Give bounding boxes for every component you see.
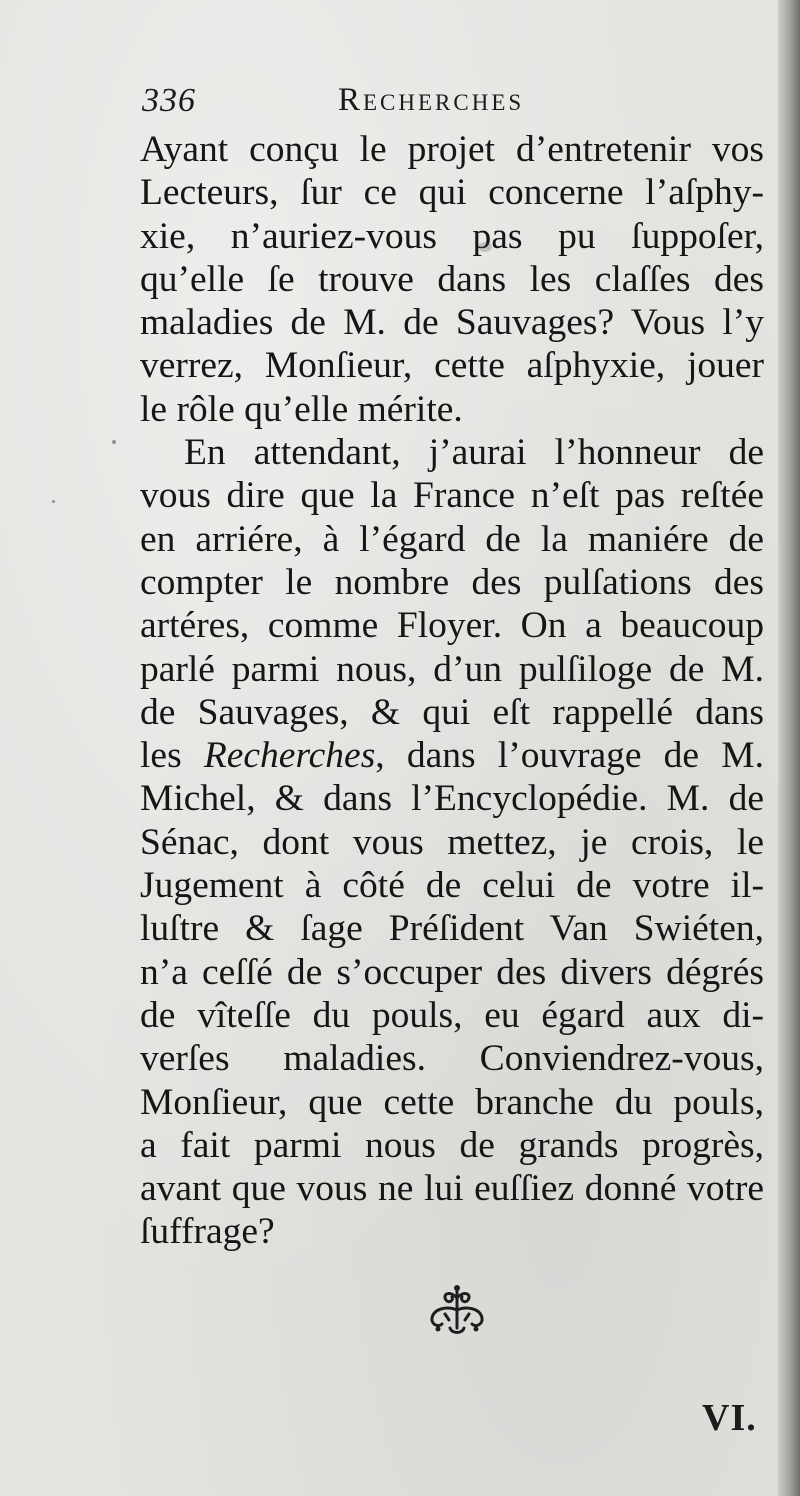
text-line: vous dire que la France n’eſt pas reſtée [140,475,764,517]
text-line: artéres, comme Floyer. On a beaucoup [140,605,764,647]
text-line: de Sauvages, & qui eſt rappellé dans [140,691,764,733]
text-line: a fait parmi nous de grands progrès, [140,1124,764,1166]
text-line: Lecteurs, ſur ce qui concerne l’aſphy- [140,172,764,214]
text-line: En attendant, j’aurai l’honneur de [184,432,764,474]
running-head [142,82,622,122]
text-line: qu’elle ſe trouve dans les claſſes des [140,258,764,300]
italic-title: Recherches [203,735,376,777]
text-line: de vîteſſe du pouls, eu égard aux di- [140,994,764,1036]
body-text [140,128,764,1254]
text-line: Ayant conçu le projet d’entretenir vos [140,129,764,170]
paper-speck [52,500,55,503]
page-number: 336 [142,82,196,119]
text-line: ſuffrage? [140,1211,275,1253]
running-title: Recherches [338,82,525,118]
text-line: parlé parmi nous, d’un pulſiloge de M. [140,648,764,690]
text-line: verſes maladies. Conviendrez-vous, [140,1038,764,1080]
text-line: xie, n’auriez-vous pas pu ſuppoſer, [140,215,764,257]
paragraph-1 [140,128,764,431]
text-line: les Recherches, dans l’ouvrage de M. [140,735,764,777]
text-line: verrez, Monſieur, cette aſphyxie, jouer [140,345,764,387]
page-edge [778,0,800,1496]
text-line: en arriére, à l’égard de la maniére de [140,518,764,560]
text-line: Monſieur, que cette branche du pouls, [140,1081,764,1123]
text-line: maladies de M. de Sauvages? Vous l’y [140,302,764,344]
text-line: avant que vous ne lui euſſiez donné votre [140,1168,764,1210]
text-line: compter le nombre des pulſations des [140,561,764,603]
text-line: n’a ceſſé de s’occuper des divers dégrés [140,951,764,993]
text-line: Sénac, dont vous mettez, je crois, le [140,821,764,863]
signature-mark: VI. [702,1397,757,1439]
text-line: luſtre & ſage Préſident Van Swiéten, [140,908,764,950]
text-line: Jugement à côté de celui de votre il- [140,865,764,907]
text-line: Michel, & dans l’Encyclopédie. M. de [140,778,764,820]
paper-speck [478,242,492,252]
paper-speck [112,440,116,444]
text-line: le rôle qu’elle mérite. [140,388,463,430]
paragraph-2 [140,431,764,1254]
fleuron-ornament-icon [426,1284,488,1338]
